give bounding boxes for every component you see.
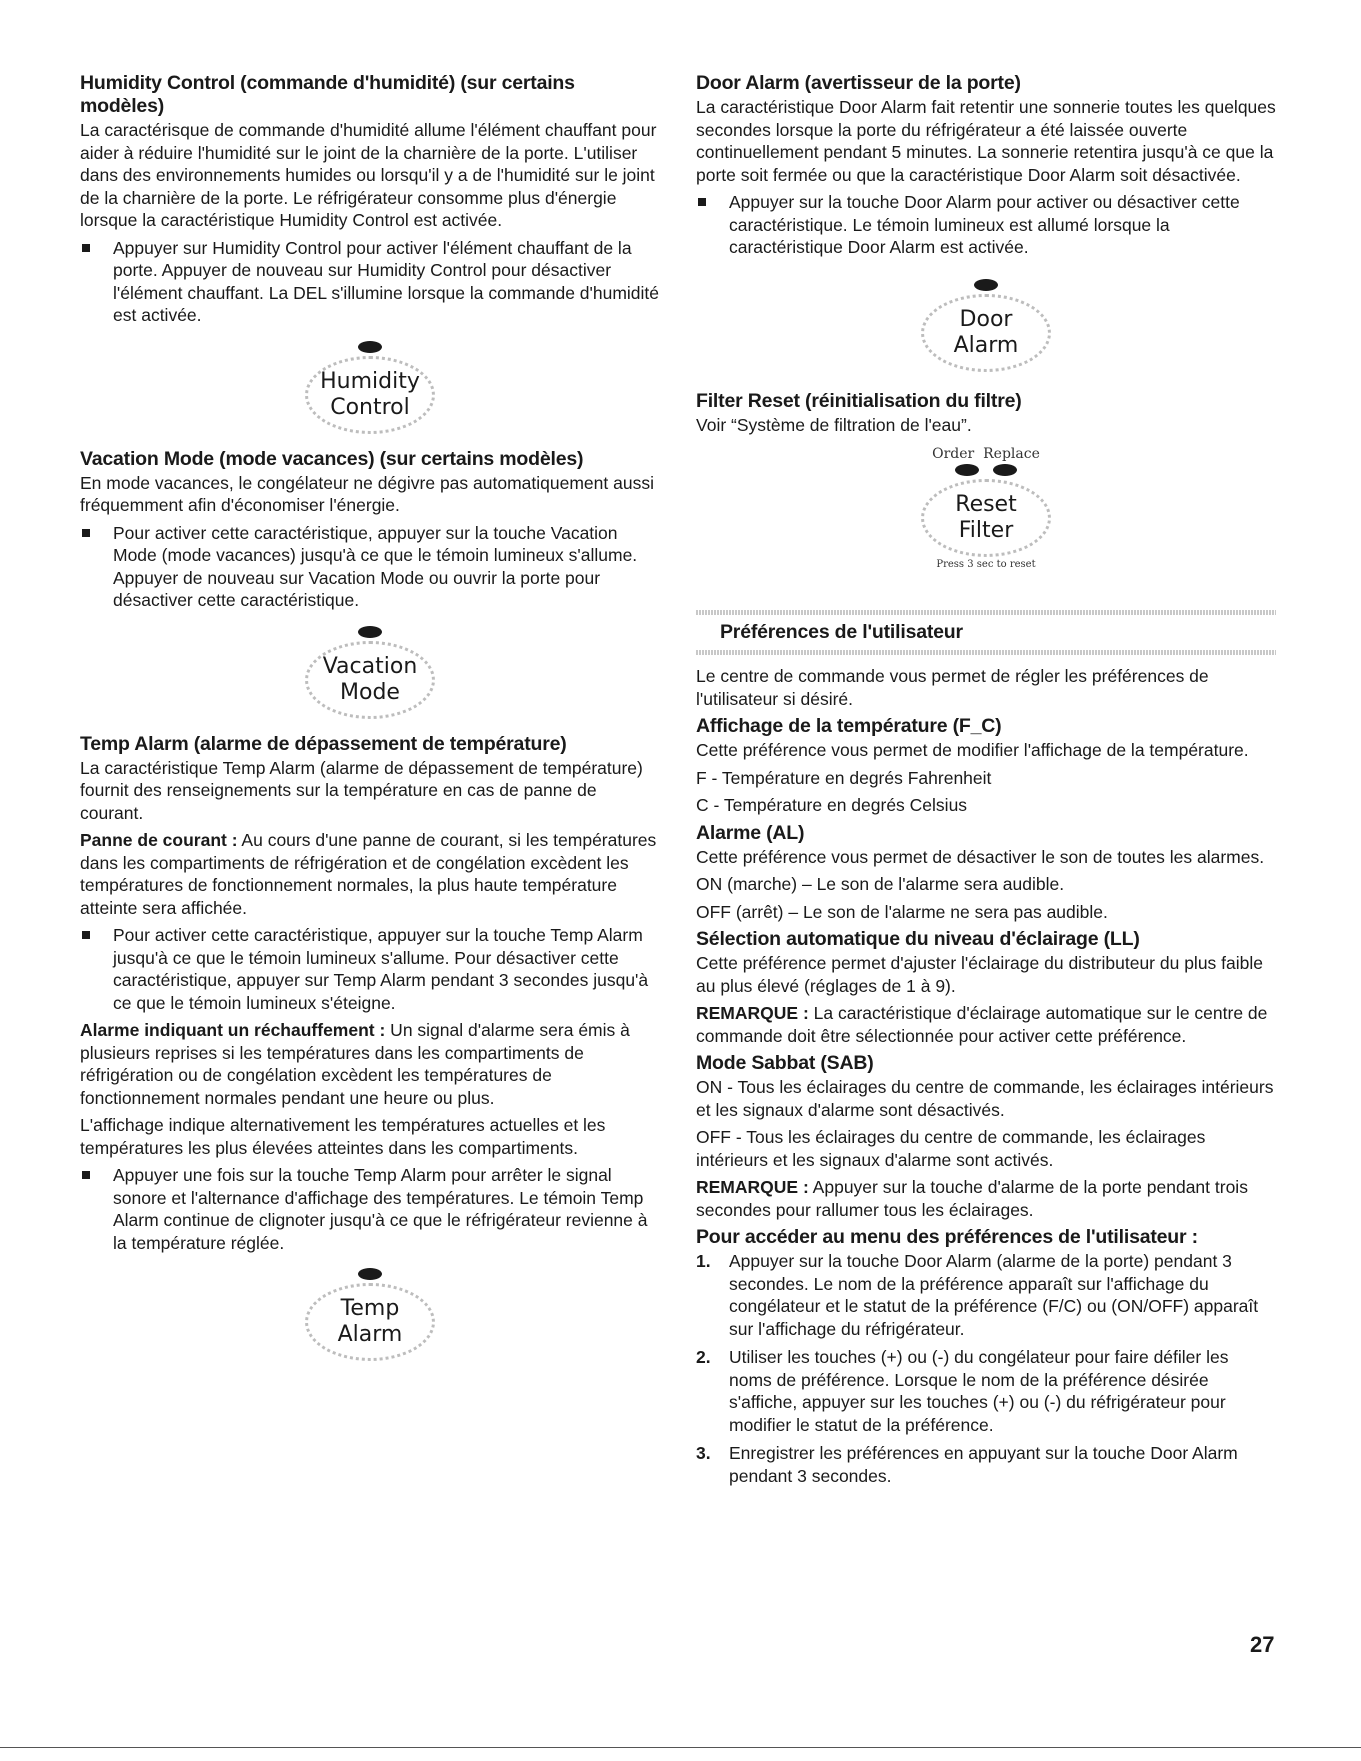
step-item <box>696 1250 1276 1340</box>
light-note-label: REMARQUE : <box>696 1003 809 1023</box>
sabbath-note-text: Appuyer sur la touche d'alarme de la porte pendant trois secondes pour rallumer tous les éclairages. <box>696 1177 1248 1220</box>
vacation-paragraph: En mode vacances, le congélateur ne dégivre pas automatiquement aussi fréquemment afin d'économiser l'énergie. <box>80 472 654 515</box>
filter-reset-paragraph: Voir “Système de filtration de l'eau”. <box>696 414 972 435</box>
humidity-paragraph: La caractérisque de commande d'humidité allume l'élément chauffant pour aider à réduire l'humidité sur le joint de la charnière de la porte. L'utiliser dans des environnements humides ou lorsqu'il y a de l'humidité sur le joint de la charnière de la porte. Le réfrigérateur consomme plus d'énergie lorsque la caractéristique Humidity Control est activée. <box>80 120 657 230</box>
press-to-reset-label: Press 3 sec to reset <box>936 559 1036 570</box>
humidity-button-line1: Humidity <box>320 368 420 394</box>
temp-alarm-button <box>305 1283 435 1361</box>
vacation-mode-button-graphic <box>80 626 660 719</box>
page-number: 27 <box>1250 1632 1275 1657</box>
step-text: Enregistrer les préférences en appuyant sur la touche Door Alarm pendant 3 secondes. <box>729 1443 1238 1486</box>
temp-alarm-bullet-1: Pour activer cette caractéristique, appuyer sur la touche Temp Alarm jusqu'à ce que le témoin lumineux s'allume. Pour désactiver cette caractéristique, appuyer sur Temp Alarm pendant 3 secondes jusqu'à ce que le témoin lumineux s'éteigne. <box>80 924 660 1014</box>
preferences-section-header <box>696 610 1276 655</box>
power-failure-label: Panne de courant : <box>80 830 238 850</box>
preferences-section-title: Préférences de l'utilisateur <box>720 621 963 643</box>
light-note-text: La caractéristique d'éclairage automatique sur le centre de commande doit être sélectionnée pour activer cette préférence. <box>696 1003 1268 1046</box>
temperature-f-option: F - Température en degrés Fahrenheit <box>696 767 992 788</box>
door-alarm-heading: Door Alarm (avertisseur de la porte) <box>696 72 1021 94</box>
temp-alarm-paragraph-2 <box>80 829 660 919</box>
preferences-menu-heading: Pour accéder au menu des préférences de l'utilisateur : <box>696 1226 1198 1248</box>
sabbath-off-option: OFF - Tous les éclairages du centre de commande, les éclairages intérieurs et les signaux d'alarme sont activés. <box>696 1127 1206 1170</box>
right-column <box>696 72 1276 1493</box>
vacation-bullet: Pour activer cette caractéristique, appuyer sur la touche Vacation Mode (mode vacances) jusqu'à ce que le témoin lumineux s'allume. Appuyer de nouveau sur Vacation Mode ou ouvrir la porte pour désactiver cette caractéristique. <box>80 522 660 612</box>
vacation-mode-button <box>305 641 435 719</box>
door-alarm-button-graphic <box>696 279 1276 372</box>
humidity-button-line2: Control <box>330 394 410 420</box>
step-item <box>696 1346 1276 1436</box>
warming-alarm-label: Alarme indiquant un réchauffement : <box>80 1020 386 1040</box>
reset-filter-button <box>921 479 1051 557</box>
temp-alarm-heading: Temp Alarm (alarme de dépassement de température) <box>80 732 567 755</box>
order-label: Order <box>932 446 975 462</box>
replace-led-icon <box>993 464 1017 476</box>
light-level-paragraph: Cette préférence permet d'ajuster l'éclairage du distributeur du plus faible au plus élevé (réglages de 1 à 9). <box>696 953 1263 996</box>
temp-alarm-paragraph-1: La caractéristique Temp Alarm (alarme de dépassement de température) fournit des renseignements sur la température en cas de panne de courant. <box>80 757 643 823</box>
temp-alarm-paragraph-4: L'affichage indique alternativement les températures actuelles et les températures les plus élevées atteintes dans les compartiments. <box>80 1115 606 1158</box>
order-led-icon <box>955 464 979 476</box>
humidity-heading: Humidity Control (commande d'humidité) (sur certains modèles) <box>80 72 575 117</box>
door-button-line2: Alarm <box>953 332 1019 358</box>
door-alarm-button <box>921 294 1051 372</box>
temperature-c-option: C - Température en degrés Celsius <box>696 795 968 815</box>
humidity-led-icon <box>358 341 382 353</box>
bottom-rule <box>0 1747 1361 1748</box>
door-alarm-led-icon <box>974 279 998 291</box>
reset-filter-button-graphic <box>916 446 1056 570</box>
reset-button-line2: Filter <box>958 518 1014 543</box>
step-text: Appuyer sur la touche Door Alarm (alarme de la porte) pendant 3 secondes. Le nom de la préférence apparaît sur l'affichage du congélateur et le statut de la préférence (F/C) ou (ON/OFF) apparaît sur l'affichage du réfrigérateur. <box>729 1251 1259 1339</box>
light-level-note <box>696 1002 1276 1047</box>
humidity-control-button <box>305 356 435 434</box>
filter-led-labels <box>916 446 1056 462</box>
left-column <box>80 72 660 1361</box>
preferences-steps-list <box>696 1250 1276 1487</box>
alarm-paragraph: Cette préférence vous permet de désactiver le son de toutes les alarmes. <box>696 846 1265 867</box>
temp-alarm-button-line1: Temp <box>340 1296 400 1321</box>
filter-reset-heading: Filter Reset (réinitialisation du filtre) <box>696 389 1022 412</box>
light-level-heading: Sélection automatique du niveau d'éclairage (LL) <box>696 928 1140 950</box>
alarm-off-option: OFF (arrêt) – Le son de l'alarme ne sera pas audible. <box>696 901 1108 922</box>
temperature-display-paragraph: Cette préférence vous permet de modifier l'affichage de la température. <box>696 740 1249 760</box>
humidity-bullet: Appuyer sur Humidity Control pour activer l'élément chauffant de la porte. Appuyer de nouveau sur Humidity Control pour désactiver l'élément chauffant. La DEL s'illumine lorsque la commande d'humidité est activée. <box>80 237 660 327</box>
door-alarm-paragraph: La caractéristique Door Alarm fait retentir une sonnerie toutes les quelques secondes lorsque la porte du réfrigérateur a été laissée ouverte continuellement pendant 5 minutes. La sonnerie retentira jusqu'à ce que la porte soit fermée ou que la caractéristique Door Alarm soit désactivée. <box>696 97 1276 185</box>
door-alarm-bullet: Appuyer sur la touche Door Alarm pour activer ou désactiver cette caractéristique. Le témoin lumineux est allumé lorsque la caractéristique Door Alarm est activée. <box>696 191 1276 259</box>
step-number: 1. <box>696 1251 711 1271</box>
door-button-line1: Door <box>959 306 1013 332</box>
alarm-on-option: ON (marche) – Le son de l'alarme sera audible. <box>696 874 1065 894</box>
sabbath-note-label: REMARQUE : <box>696 1177 809 1197</box>
section-top-rule <box>696 610 1276 615</box>
power-failure-text: Au cours d'une panne de courant, si les températures dans les compartiments de réfrigération et de congélation excèdent les températures de fonctionnement normales, la plus haute température atteinte sera affichée. <box>80 830 657 918</box>
temperature-display-heading: Affichage de la température (F_C) <box>696 715 1002 737</box>
temp-alarm-button-line2: Alarm <box>337 1322 403 1347</box>
step-text: Utiliser les touches (+) ou (-) du congélateur pour faire défiler les noms de préférence. Lorsque le nom de la préférence désirée s'affiche, appuyer sur les touches (+) ou (-) du réfrigérateur pour modifier le statut de la préférence. <box>729 1347 1229 1435</box>
temp-alarm-bullet-2: Appuyer une fois sur la touche Temp Alarm pour arrêter le signal sonore et l'alternance d'affichage des températures. Le témoin Temp Alarm continue de clignoter jusqu'à ce que le réfrigérateur revienne à la température réglée. <box>80 1164 660 1254</box>
replace-label: Replace <box>983 446 1040 462</box>
section-bottom-rule <box>696 650 1276 655</box>
alarm-heading: Alarme (AL) <box>696 821 805 844</box>
filter-led-row <box>916 464 1056 476</box>
vacation-led-icon <box>358 626 382 638</box>
step-number: 3. <box>696 1443 711 1463</box>
temp-alarm-paragraph-3 <box>80 1019 660 1109</box>
temp-alarm-led-icon <box>358 1268 382 1280</box>
sabbath-on-option: ON - Tous les éclairages du centre de commande, les éclairages intérieurs et les signaux d'alarme sont désactivés. <box>696 1077 1274 1120</box>
temp-alarm-button-graphic <box>80 1268 660 1361</box>
reset-button-line1: Reset <box>955 492 1017 517</box>
sabbath-mode-heading: Mode Sabbat (SAB) <box>696 1052 874 1074</box>
step-item <box>696 1442 1276 1487</box>
warming-alarm-text: Un signal d'alarme sera émis à plusieurs reprises si les températures dans les compartiments de réfrigération ou de congélation excèdent les températures de fonctionnement normales pendant une heure ou plus. <box>80 1020 630 1108</box>
preferences-intro: Le centre de commande vous permet de régler les préférences de l'utilisateur si désiré. <box>696 666 1209 709</box>
sabbath-note <box>696 1176 1276 1221</box>
vacation-button-line1: Vacation <box>322 653 418 679</box>
vacation-button-line2: Mode <box>340 679 400 705</box>
vacation-heading: Vacation Mode (mode vacances) (sur certains modèles) <box>80 447 584 470</box>
step-number: 2. <box>696 1347 711 1367</box>
humidity-control-button-graphic <box>80 341 660 434</box>
